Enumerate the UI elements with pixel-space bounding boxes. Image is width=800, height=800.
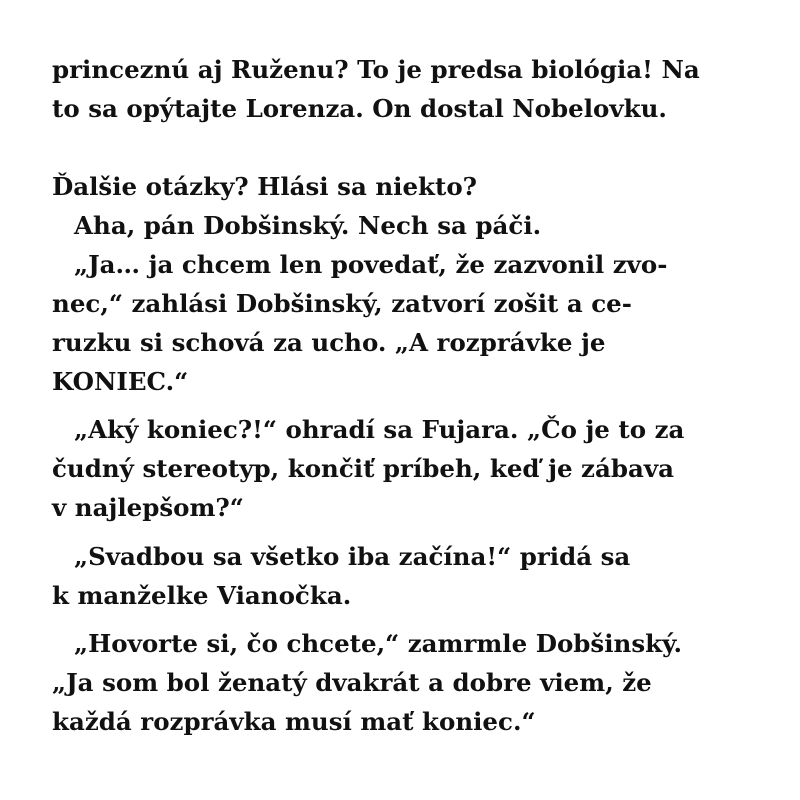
text-line: v najlepšom?“ — [52, 493, 244, 522]
text-line: čudný stereotyp, končiť príbeh, keď je zábava — [52, 454, 674, 483]
text-line: „Ja… ja chcem len povedať, že zazvonil zvo- — [74, 250, 668, 279]
text-line: Ďalšie otázky? Hlási sa niekto? — [52, 172, 478, 201]
text-line: nec,“ zahlási Dobšinský, zatvorí zošit a ce- — [52, 289, 632, 318]
text-line: „Aký koniec?!“ ohradí sa Fujara. „Čo je to za — [74, 415, 685, 444]
text-line: každá rozprávka musí mať koniec.“ — [52, 707, 536, 736]
text-line: KONIEC.“ — [52, 367, 189, 396]
text-line: „Hovorte si, čo chcete,“ zamrmle Dobšinský. — [74, 629, 683, 658]
text-line: „Svadbou sa všetko iba začína!“ pridá sa — [74, 542, 631, 571]
text-line: Aha, pán Dobšinský. Nech sa páči. — [74, 211, 542, 240]
text-line: „Ja som bol ženatý dvakrát a dobre viem, že — [52, 668, 652, 697]
text-line: to sa opýtajte Lorenza. On dostal Nobelovku. — [52, 94, 667, 123]
text-line: ruzku si schová za ucho. „A rozprávke je — [52, 328, 606, 357]
text-line: princeznú aj Ruženu? To je predsa biológia! Na — [52, 55, 700, 84]
text-line: k manželke Vianočka. — [52, 581, 352, 610]
